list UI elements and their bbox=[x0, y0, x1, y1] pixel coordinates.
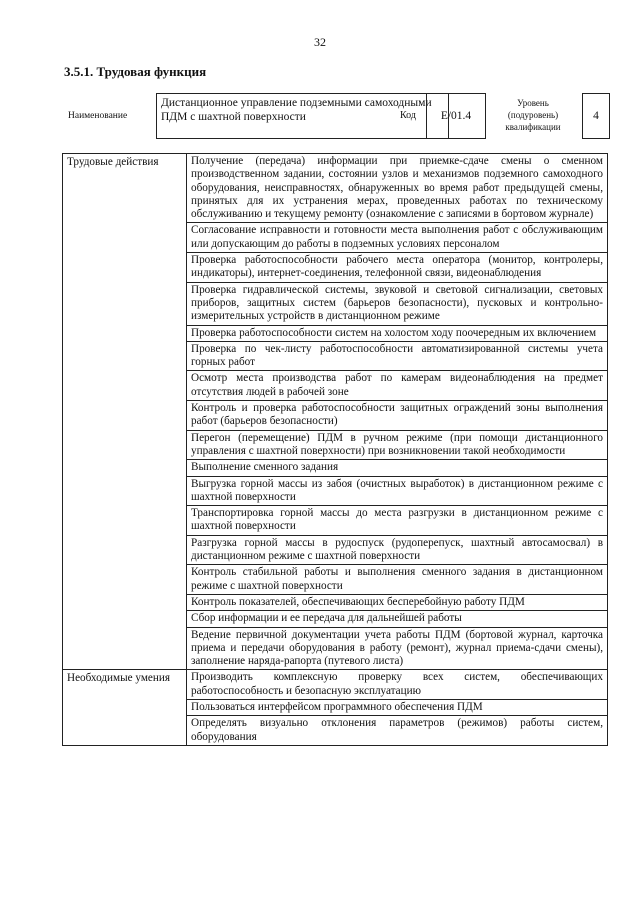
item-cell: Проверка по чек-листу работоспособности автоматизированной системы учета горных работ bbox=[187, 341, 608, 371]
table-row bbox=[63, 670, 608, 700]
table-row bbox=[63, 154, 608, 223]
item-cell: Транспортировка горной массы до места разгрузки в дистанционном режиме с шахтной поверхности bbox=[187, 506, 608, 536]
section-title: 3.5.1. Трудовая функция bbox=[64, 64, 207, 79]
item-cell: Контроль показателей, обеспечивающих бесперебойную работу ПДМ bbox=[187, 594, 608, 610]
item-cell: Контроль и проверка работоспособности защитных ограждений зоны выполнения работ (барьеров безопасности) bbox=[187, 401, 608, 431]
item-cell: Проверка работоспособности рабочего места оператора (монитор, контролеры, индикаторы), интернет-соединения, телефонной связи, видеонаблюдения bbox=[187, 253, 608, 283]
function-table bbox=[62, 153, 608, 746]
name-value: Дистанционное управление подземными самоходными ПДМ с шахтной поверхности bbox=[156, 93, 449, 139]
item-cell: Выполнение сменного задания bbox=[187, 460, 608, 476]
level-value: 4 bbox=[582, 93, 610, 139]
item-cell: Сбор информации и ее передача для дальнейшей работы bbox=[187, 611, 608, 627]
item-cell: Осмотр места производства работ по камерам видеонаблюдения на предмет отсутствия людей в рабочей зоне bbox=[187, 371, 608, 401]
item-cell: Проверка работоспособности систем на холостом ходу поочередным их включением bbox=[187, 325, 608, 341]
category-cell: Трудовые действия bbox=[63, 154, 187, 670]
item-cell: Производить комплексную проверку всех систем, обеспечивающих работоспособность и безопасную эксплуатацию bbox=[187, 670, 608, 700]
name-label: Наименование bbox=[68, 111, 128, 121]
level-label: Уровень (подуровень) квалификации bbox=[505, 98, 561, 132]
item-cell: Выгрузка горной массы из забоя (очистных выработок) в дистанционном режиме с шахтной поверхности bbox=[187, 476, 608, 506]
item-cell: Перегон (перемещение) ПДМ в ручном режиме (при помощи дистанционного управления с шахтной поверхности) при возникновении такой необходимости bbox=[187, 430, 608, 460]
item-cell: Контроль стабильной работы и выполнения сменного задания в дистанционном режиме с шахтной поверхности bbox=[187, 565, 608, 595]
item-cell: Согласование исправности и готовности места выполнения работ с обслуживающим или допускающим до работы в подземных условиях персоналом bbox=[187, 223, 608, 253]
item-cell: Ведение первичной документации учета работы ПДМ (бортовой журнал, карточка приема и передачи оборудования в работу (ремонт), журнал приема-сдачи смены), заполнение наряда-рапорта (путевого листа) bbox=[187, 627, 608, 670]
code-label: Код bbox=[400, 110, 416, 121]
category-cell: Необходимые умения bbox=[63, 670, 187, 745]
code-value: E/01.4 bbox=[426, 93, 486, 139]
function-header bbox=[64, 93, 610, 141]
item-cell: Получение (передача) информации при приемке-сдаче смены о сменном производственном задании, состоянии узлов и механизмов подземного самоходного оборудования, неисправностях, обнаруженных во время работ предыдущей смены, принятых для их устранения мерах, проведенных работах по техническому обслуживанию и текущему ремонту (ознакомление с записями в бортовом журнале) bbox=[187, 154, 608, 223]
page-number: 32 bbox=[314, 35, 326, 49]
item-cell: Проверка гидравлической системы, звуковой и световой сигнализации, световых приборов, защитных систем (барьеров безопасности), пусковых и контрольно-измерительных устройств в дистанционном режиме bbox=[187, 282, 608, 325]
item-cell: Пользоваться интерфейсом программного обеспечения ПДМ bbox=[187, 699, 608, 715]
item-cell: Разгрузка горной массы в рудоспуск (рудоперепуск, шахтный автосамосвал) в дистанционном режиме с шахтной поверхности bbox=[187, 535, 608, 565]
item-cell: Определять визуально отклонения параметров (режимов) работы систем, оборудования bbox=[187, 716, 608, 746]
